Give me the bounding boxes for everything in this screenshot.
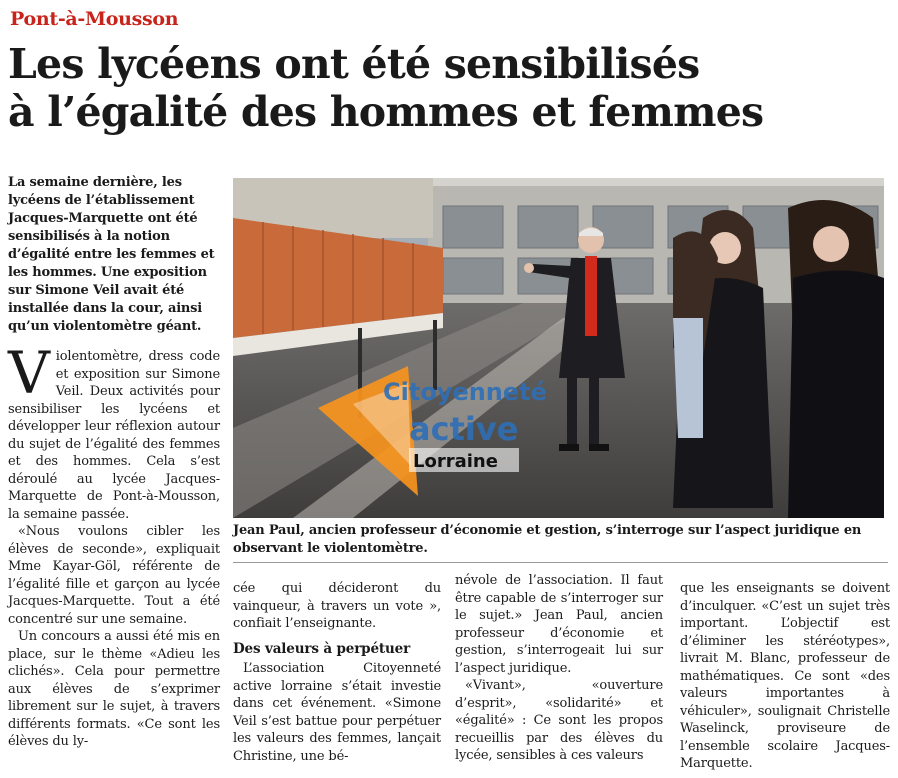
dropcap: V — [8, 339, 50, 407]
body-paragraph-2: «Nous voulons cibler les élèves de seconde», expliquait Mme Kayar-Göl, référente de l’égalité fille et garçon au lycée Jacques-Marquette. Tout a été concentré sur une semaine. — [8, 524, 220, 627]
headline-line-1: Les lycéens ont été sensibilisés — [8, 40, 700, 88]
photo-scene — [233, 178, 884, 518]
section-kicker: Pont-à-Mousson — [10, 8, 179, 30]
article-headline — [8, 40, 888, 136]
headline-line-2: à l’égalité des hommes et femmes — [8, 88, 764, 136]
body-paragraph-1 — [8, 339, 220, 523]
article-photo — [233, 178, 884, 518]
body-column-1 — [8, 339, 220, 751]
body-paragraph-3-cont: cée qui décideront du vainqueur, à travers un vote », confiait l’enseignante. — [233, 581, 441, 631]
body-paragraph-3: Un concours a aussi été mis en place, sur le thème «Adieu les clichés». Cela pour permettre aux élèves de s’exprimer librement sur le sujet, à travers différents formats. «Ce sont les élèves du ly- — [8, 629, 220, 749]
body-paragraph-4-cont: névole de l’association. Il faut être capable de s’interroger sur le sujet.» Jean Paul, ancien professeur d’économie et gestion, s’interrogeait lui sur l’aspect juridique. — [455, 573, 663, 676]
body-paragraph-5-cont: que les enseignants se doivent d’inculquer. «C’est un sujet très important. L’objectif est d’éliminer les stéréotypes», livrait M. Blanc, professeur de mathématiques. Ce sont «des valeurs importantes à véhiculer», soulignait Christelle Waselinck, proviseure de l’ensemble scolaire Jacques-Marquette. — [680, 581, 890, 771]
body-paragraph-4: L’association Citoyenneté active lorraine s’était investie dans cet événement. «Simone Veil s’est battue pour perpétuer les valeurs des femmes, lançait Christine, une bé- — [233, 661, 441, 764]
logo-text-lorraine: Lorraine — [413, 451, 498, 472]
article-lead: La semaine dernière, les lycéens de l’établissement Jacques-Marquette ont été sensibilisés à la notion d’égalité entre les femmes et les hommes. Une exposition sur Simone Veil avait été installée dans la cour, ainsi qu’un violentomètre géant. — [8, 175, 215, 334]
body-column-3 — [455, 572, 663, 765]
caption-divider — [233, 562, 888, 563]
section-subhead: Des valeurs à perpétuer — [233, 640, 411, 657]
body-column-2 — [233, 580, 441, 765]
body-paragraph-5: «Vivant», «ouverture d’esprit», «solidarité» et «égalité» : Ce sont les propos recueillis par des élèves du lycée, sensibles à ces valeurs — [455, 678, 663, 763]
logo-text-active: active — [409, 410, 519, 448]
body-column-4 — [680, 580, 890, 773]
logo-text-citoyennete: Citoyenneté — [383, 378, 547, 406]
photo-caption: Jean Paul, ancien professeur d’économie et gestion, s’interroge sur l’aspect juridique en observant le violentomètre. — [233, 523, 862, 556]
body-paragraph-1-text: iolentomètre, dress code et exposition sur Simone Veil. Deux activités pour sensibiliser les lycéens et développer leur réflexion autour du sujet de l’égalité des femmes et des hommes. Cela s’est déroulé au lycée Jacques-Marquette de Pont-à-Mousson, la semaine passée. — [8, 349, 220, 522]
